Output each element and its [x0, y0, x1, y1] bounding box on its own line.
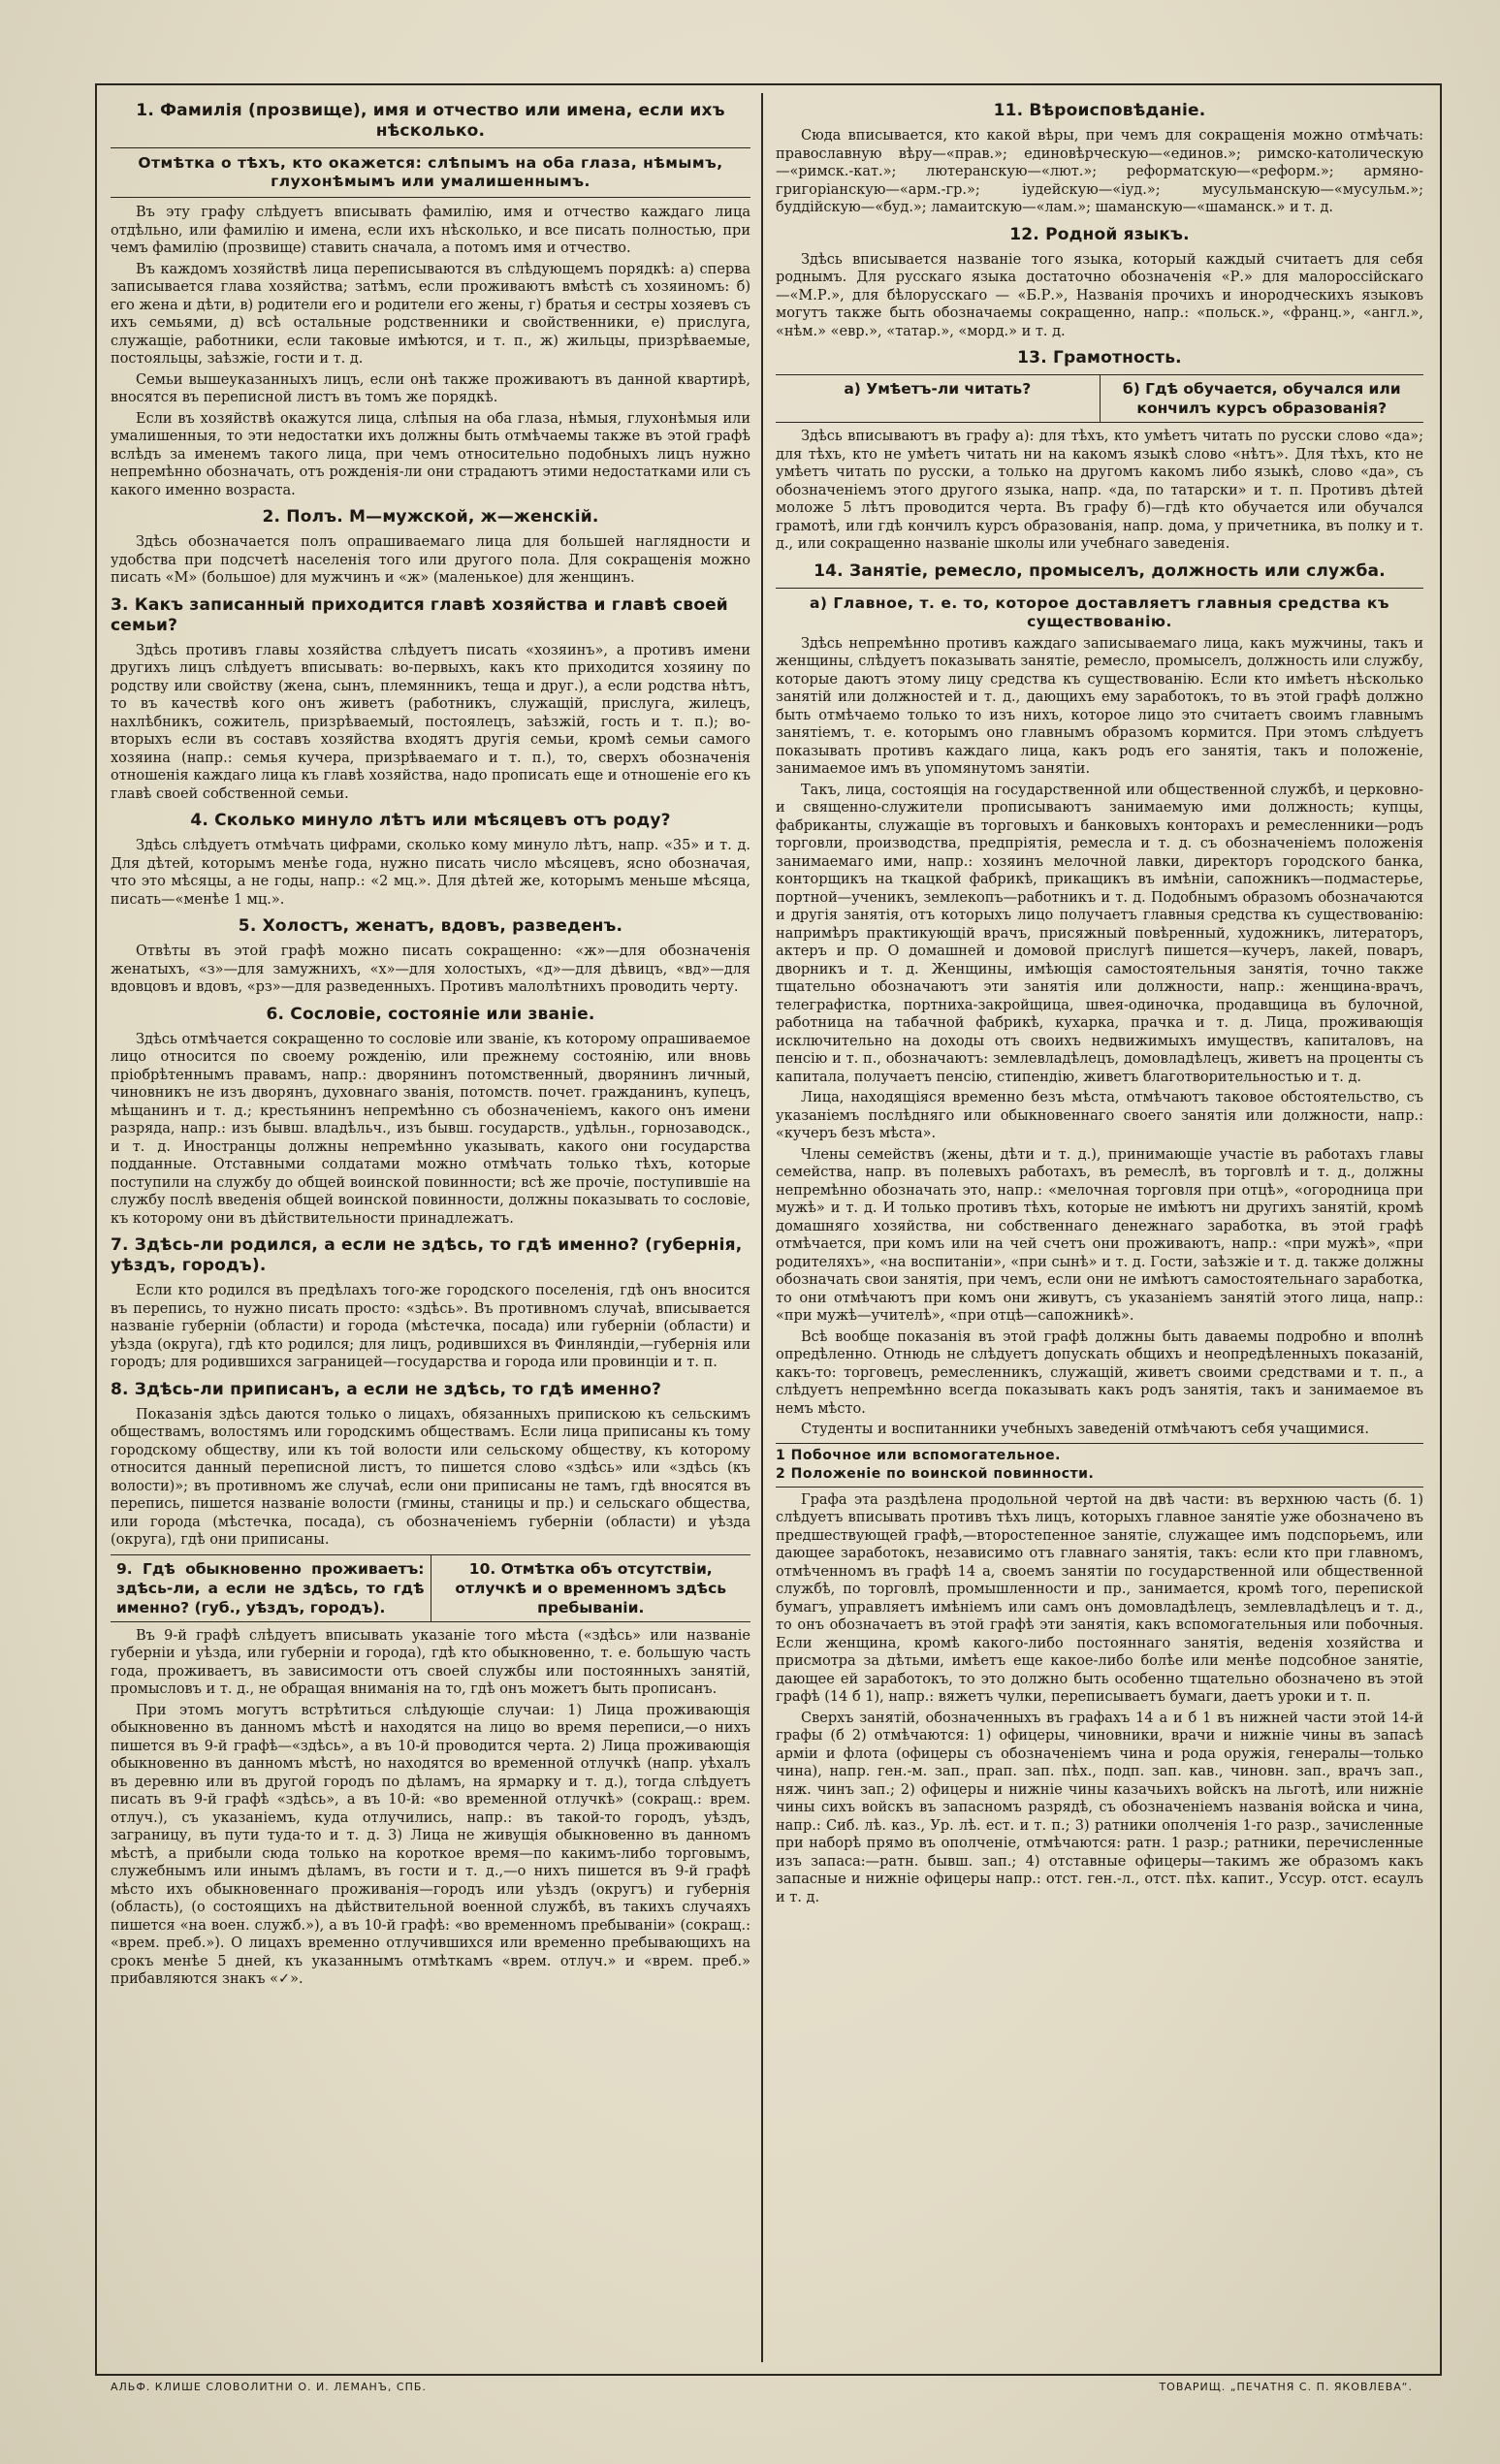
- paragraph: Здѣсь отмѣчается сокращенно то сословіе или званіе, къ которому опрашиваемое лицо относится по своему рожденію, или прежнему состоянію, или вновь пріобрѣтеннымъ правамъ, напр.: дворянинъ потомственный, дворянинъ личный, чиновникъ не изъ дворянъ, духовнаго званія, потомств. почет. гражданинъ, купецъ, мѣщанинъ и т. д.; крестьянинъ непремѣнно съ обозначеніемъ, какого онъ имени разряда, напр.: изъ бывш. владѣльч., изъ бывш. государств., удѣльн., горнозаводск., и т. д. Иностранцы должны непремѣнно указывать, какого они государства подданные. Отставными солдатами можно отмѣчать только тѣхъ, которые поступили на службу до общей воинской повинности; всѣ же прочіе, поступившіе на службу послѣ введенія общей воинской повинности, должны показывать то сословіе, къ которому они въ дѣйствительности принадлежатъ.: [111, 1031, 750, 1227]
- paragraph: Студенты и воспитанники учебныхъ заведеній отмѣчаютъ себя учащимися.: [801, 1422, 1370, 1437]
- right-column: [776, 93, 1423, 2352]
- section-12-title: 12. Родной языкъ.: [1009, 224, 1190, 244]
- rule: [111, 147, 750, 148]
- paragraph: Семьи вышеуказанныхъ лицъ, если онѣ также проживаютъ въ данной квартирѣ, вносятся въ переписной листъ въ томъ же порядкѣ.: [111, 371, 750, 405]
- section-10-title: 10. Отмѣтка объ отсутствіи, отлучкѣ и о временномъ здѣсь пребываніи.: [431, 1555, 751, 1621]
- paragraph: Здѣсь непремѣнно противъ каждаго записываемаго лица, какъ мужчины, такъ и женщины, слѣдуетъ показывать занятіе, ремесло, промыселъ, должность или службу, которые даютъ этому лицу средства къ существованію. Если кто имѣетъ нѣсколько занятій или должностей и т. д., дающихъ ему заработокъ, то въ этой графѣ должно быть отмѣчаемо только то изъ нихъ, которое лицо это считаетъ своимъ главнымъ занятіемъ, т. е. которымъ оно главнымъ образомъ кормится. При этомъ слѣдуетъ показывать противъ каждаго лица, какъ родъ его занятія, такъ и положеніе, занимаемое имъ въ упомянутомъ занятіи.: [776, 635, 1423, 777]
- paragraph: Здѣсь слѣдуетъ отмѣчать цифрами, сколько кому минуло лѣтъ, напр. «35» и т. д. Для дѣтей, которымъ менѣе года, нужно писать число мѣсяцевъ, ясно обозначая, что это мѣсяцы, а не годы, напр.: «2 мц.». Для дѣтей же, которымъ меньше мѣсяца, писать—«менѣе 1 мц.».: [111, 838, 750, 908]
- section-1-title: 1. Фамилія (прозвище), имя и отчество или имена, если ихъ нѣсколько.: [136, 101, 725, 141]
- sections-9-10-header: [111, 1554, 750, 1622]
- paragraph: При этомъ могутъ встрѣтиться слѣдующіе случаи: 1) Лица проживающія обыкновенно въ данномъ мѣстѣ и находятся на лицо во время переписи,—о нихъ пишется въ 9-й графѣ—«здѣсь», а въ 10-й проводится черта. 2) Лица проживающія обыкновенно въ данномъ мѣстѣ, но находятся во временной отлучкѣ (напр. уѣхалъ въ деревню или въ другой городъ по дѣламъ, на ярмарку и т. д.), тогда слѣдуетъ писать въ 9-й графѣ «здѣсь», а въ 10-й: «во временной отлучкѣ» (сокращ.: врем. отлуч.), съ указаніемъ, куда отлучились, напр.: въ такой-то городъ, уѣздъ, заграницу, въ пути туда-то и т. д. 3) Лица не живущія обыкновенно въ данномъ мѣстѣ, а прибыли сюда только на короткое время—по какимъ-либо торговымъ, служебнымъ или инымъ дѣламъ, въ гости и т. д.,—о нихъ пишется въ 9-й графѣ мѣсто ихъ обыкновеннаго проживанія—городъ или уѣздъ (округъ) и губернія (область), (о состоящихъ на дѣйствительной военной службѣ, въ такихъ случаяхъ пишется «на воен. служб.»), а въ 10-й графѣ: «во временномъ пребываніи» (сокращ.: «врем. преб.»). О лицахъ временно отлучившихся или временно пребывающихъ на срокъ менѣе 5 дней, къ указаннымъ отмѣткамъ «врем. отлуч.» и «врем. преб.» прибавляются знакъ «✓».: [111, 1702, 750, 1987]
- section-8-title: 8. Здѣсь-ли приписанъ, а если не здѣсь, то гдѣ именно?: [111, 1379, 662, 1399]
- rule: [776, 588, 1423, 589]
- footer-printer-right: ТОВАРИЩ. „ПЕЧАТНЯ С. П. ЯКОВЛЕВА“.: [1159, 2381, 1413, 2393]
- section-4-title: 4. Сколько минуло лѣтъ или мѣсяцевъ отъ роду?: [190, 811, 671, 830]
- section-13-subheads: [776, 374, 1423, 423]
- section-11-title: 11. Вѣроисповѣданіе.: [993, 101, 1206, 120]
- paragraph: Сюда вписывается, кто какой вѣры, при чемъ для сокращенія можно отмѣчать: православную вѣру—«прав.»; единовѣрческую—«единов.»; римско-католическую—«римск.-кат.»; лютеранскую—«лют.»; реформатскую—«реформ.»; армяно-григоріанскую—«арм.-гр.»; іудейскую—«іуд.»; мусульманскую—«мусульм.»; буддійскую—«буд.»; ламаитскую—«лам.»; шаманскую—«шаманск.» и т. д.: [776, 128, 1423, 215]
- section-14b-labels: [776, 1443, 1423, 1488]
- paragraph: Здѣсь обозначается полъ опрашиваемаго лица для большей наглядности и удобства при подсчетѣ населенія того или другого пола. Для сокращенія можно писать «М» (большое) для мужчинъ и «ж» (маленькое) для женщинъ.: [111, 534, 750, 586]
- section-5-title: 5. Холостъ, женатъ, вдовъ, разведенъ.: [238, 916, 623, 936]
- paragraph: Сверхъ занятій, обозначенныхъ въ графахъ 14 а и б 1 въ нижней части этой 14-й графы (б 2) отмѣчаются: 1) офицеры, чиновники, врачи и нижніе чины въ запасѣ арміи и флота (офицеры съ обозначеніемъ чина и рода оружія, генералы—только чина), напр. ген.-м. зап., прап. зап. пѣх., подп. зап. кав., чиновн. зап., врачъ зап., няж. чинъ зап.; 2) офицеры и нижніе чины казачьихъ войскъ на льготѣ, или нижніе чины сихъ войскъ въ запасномъ разрядѣ, съ обозначеніемъ названія войска и чина, напр.: Сиб. лѣ. каз., Ур. лѣ. ест. и т. п.; 3) ратники ополченія 1-го разр., зачисленные при наборѣ прямо въ ополченіе, отмѣчаются: ратн. 1 разр.; ратники, перечисленные изъ запаса:—ратн. бывш. зап.; 4) отставные офицеры—такимъ же образомъ какъ запасные и нижніе офицеры напр.: отст. ген.-л., отст. пѣх. капит., Уссур. отст. есаулъ и т. д.: [776, 1710, 1423, 1905]
- paragraph: Здѣсь противъ главы хозяйства слѣдуетъ писать «хозяинъ», а противъ имени другихъ лицъ слѣдуетъ вписывать: во-первыхъ, какъ кто приходится хозяину по родству или свойству (жена, сынъ, племянникъ, теща и друг.), а если родства нѣтъ, то въ качествѣ кого онъ живетъ (работникъ, служащій, прислуга, жилецъ, нахлѣбникъ, сожитель, призрѣваемый, постоялецъ, заѣзжій, гость и т. п.); во-вторыхъ если въ составъ хозяйства входятъ другія семьи, кромѣ семьи самого хозяина (напр.: семья кучера, призрѣваемаго и т. п.), то, сверхъ обозначенія отношенія каждаго лица къ главѣ хозяйства, надо прописать еще и отношеніе его къ главѣ своей собственной семьи.: [111, 642, 750, 802]
- left-column: [111, 93, 750, 2352]
- section-13a: а) Умѣетъ-ли читать?: [844, 380, 1032, 398]
- paragraph: Графа эта раздѣлена продольной чертой на двѣ части: въ верхнюю часть (б. 1) слѣдуетъ вписывать противъ тѣхъ лицъ, которыхъ главное занятіе уже обозначено въ предшествующей графѣ,—второстепенное занятіе, служащее имъ подспорьемъ, или дающее заработокъ, независимо отъ главнаго занятія, такъ: если кто при главномъ, отмѣченномъ въ графѣ 14 а, своемъ занятіи по государственной или общественной службѣ, по торговлѣ, промышленности и пр., занимается, кромѣ того, перепиской бумагъ, управляетъ имѣніемъ или самъ онъ домовладѣлецъ, землевладѣлецъ и т. д., то онъ обозначаетъ въ этой графѣ эти занятія, какъ вспомогательныя или побочныя. Если женщина, кромѣ какого-либо постояннаго занятія, веденія хозяйства и присмотра за дѣтьми, имѣетъ еще какое-либо болѣе или менѣе подсобное занятіе, дающее ей заработокъ, то это должно быть особенно тщательно обозначено въ этой графѣ (14 б 1), напр.: вяжетъ чулки, переписываетъ бумаги, даетъ уроки и т. п.: [776, 1491, 1423, 1705]
- paragraph: Если кто родился въ предѣлахъ того-же городского поселенія, гдѣ онъ вносится въ перепись, то нужно писать просто: «здѣсь». Въ противномъ случаѣ, вписывается названіе губерніи (области) и города (мѣстечка, посада) или губерніи (области) и уѣзда (округа), гдѣ кто родился; для лицъ, родившихся въ Финляндіи,—губернія или городъ; для родившихся заграницей—государства и города или провинціи и т. п.: [111, 1283, 750, 1370]
- section-3-title: 3. Какъ записанный приходится главѣ хозяйства и главѣ своей семьи?: [111, 594, 728, 635]
- paragraph: Такъ, лица, состоящія на государственной или общественной службѣ, и церковно-и священно-служители прописываютъ занимаемую ими должность; купцы, фабриканты, служащіе въ торговыхъ и банковыхъ конторахъ и ремесленники—родъ торговли, производства, предпріятія, ремесла и т. д. съ обозначеніемъ положенія занимаемаго ими, напр.: хозяинъ мелочной лавки, директоръ городского банка, конторщикъ на ткацкой фабрикѣ, прикащикъ въ имѣніи, сапожникъ—подмастерье, портной—ученикъ, землекопъ—работникъ и т. д. Подобнымъ образомъ обозначаются и другія занятія, отъ которыхъ лицо получаетъ главныя средства къ существованію: напримѣръ практикующій врачъ, присяжный повѣренный, художникъ, литераторъ, актеръ и пр. О домашней и домовой прислугѣ пишется—кучеръ, лакей, поваръ, дворникъ и т. д. Женщины, имѣющія самостоятельныя занятія, точно также тщательно обозначаютъ эти занятія или должности, напр.: женщина-врачъ, телеграфистка, портниха-закройщица, швея-одиночка, продавщица въ булочной, работница на табачной фабрикѣ, кухарка, прачка и т. д. Лица, проживающія исключительно на доходы отъ своихъ недвижимыхъ имуществъ, капиталовъ, на пенсію и т. п., обозначаютъ: землевладѣлецъ, домовладѣлецъ, живетъ на проценты съ капитала, получаетъ пенсію, стипендію, живетъ благотворительностью и т. д.: [776, 782, 1423, 1085]
- section-6-title: 6. Сословіе, состояніе или званіе.: [266, 1004, 595, 1024]
- section-1-note: Отмѣтка о тѣхъ, кто окажется: слѣпымъ на оба глаза, нѣмымъ, глухонѣмымъ или умалишеннымъ.: [138, 154, 723, 190]
- column-divider: [761, 93, 763, 2362]
- paragraph: Въ эту графу слѣдуетъ вписывать фамилію, имя и отчество каждаго лица отдѣльно, или фамилію и имена, если ихъ нѣсколько, и все писать полностью, при чемъ фамилію (прозвище) ставить сначала, а потомъ имя и отчество.: [111, 205, 750, 256]
- section-7-title: 7. Здѣсь-ли родился, а если не здѣсь, то гдѣ именно? (губернія, уѣздъ, городъ).: [111, 1235, 743, 1275]
- paragraph: Показанія здѣсь даются только о лицахъ, обязанныхъ припискою къ сельскимъ обществамъ, волостямъ или городскимъ обществамъ. Если лица приписаны къ тому городскому обществу, или къ той волости или сельскому обществу, къ которому относится данный переписной листъ, то пишется слово «здѣсь» или «здѣсь (къ волости)»; въ противномъ же случаѣ, если они приписаны не тамъ, гдѣ вносятся въ перепись, пишется названіе волости (гмины, станицы и пр.) и сельскаго общества, или города (мѣстечка, посада), съ обозначеніемъ губерніи (области) и уѣзда (округа), гдѣ они приписаны.: [111, 1406, 750, 1548]
- paragraph: Здѣсь вписывается названіе того языка, который каждый считаетъ для себя роднымъ. Для русскаго языка достаточно обозначенія «Р.» для малороссійскаго—«М.Р.», для бѣлорусскаго — «Б.Р.», Названія прочихъ и инородческихъ языковъ могутъ также быть обозначаемы сокращенно, напр.: «польск.», «франц.», «англ.», «нѣм.» «евр.», «татар.», «морд.» и т. д.: [776, 251, 1423, 339]
- section-9-title: 9. Гдѣ обыкновенно проживаетъ: здѣсь-ли, а если не здѣсь, то гдѣ именно? (губ., уѣздъ, городъ).: [116, 1559, 425, 1616]
- paragraph: Лица, находящіяся временно безъ мѣста, отмѣчаютъ таковое обстоятельство, съ указаніемъ послѣдняго или обыкновеннаго своего занятія или должности, напр.: «кучеръ безъ мѣста».: [776, 1090, 1423, 1141]
- section-14a-subhead: а) Главное, т. е. то, которое доставляетъ главныя средства къ существованію.: [809, 593, 1390, 630]
- section-2-title: 2. Полъ. М—мужской, ж—женскій.: [262, 507, 599, 527]
- footer-printer-left: АЛЬФ. КЛИШЕ СЛОВОЛИТНИ О. И. ЛЕМАНЪ, СПБ.: [111, 2381, 427, 2393]
- paragraph: Всѣ вообще показанія въ этой графѣ должны быть даваемы подробно и вполнѣ опредѣленно. Отнюдь не слѣдуетъ допускать общихъ и неопредѣленныхъ показаній, какъ-то: торговецъ, ремесленникъ, служащій, живетъ своими средствами и т. п., а слѣдуетъ непремѣнно всегда показывать какъ родъ занятія, такъ и занимаемое въ немъ мѣсто.: [776, 1328, 1423, 1417]
- section-13b: б) Гдѣ обучается, обучался или кончилъ курсъ образованія?: [1100, 375, 1424, 422]
- section-13-title: 13. Грамотность.: [1017, 348, 1182, 368]
- rule: [111, 197, 750, 198]
- section-14b2: 2 Положеніе по воинской повинности.: [776, 1465, 1095, 1482]
- paragraph: Отвѣты въ этой графѣ можно писать сокращенно: «ж»—для обозначенія женатыхъ, «з»—для замужнихъ, «х»—для холостыхъ, «д»—для дѣвицъ, «вд»—для вдовцовъ и вдовъ, «рз»—для разведенныхъ. Противъ малолѣтнихъ проводить черту.: [111, 944, 750, 995]
- paragraph: Если въ хозяйствѣ окажутся лица, слѣпыя на оба глаза, нѣмыя, глухонѣмыя или умалишенныя, то эти недостатки ихъ должны быть отмѣчаемы также въ этой графѣ вслѣдъ за именемъ такого лица, при чемъ относительно подобныхъ лицъ нужно непремѣнно обозначать, отъ рожденія-ли они страдаютъ этими недостатками или съ какого именно возраста.: [111, 410, 750, 498]
- paragraph: Въ каждомъ хозяйствѣ лица переписываются въ слѣдующемъ порядкѣ: а) сперва записывается глава хозяйства; затѣмъ, если проживаютъ вмѣстѣ съ хозяиномъ: б) его жена и дѣти, в) родители его и родители его жены, г) братья и сестры хозяевъ съ ихъ семьями, д) всѣ остальные родственники и свойственники, е) прислуга, служащіе, работники, если таковые имѣются, и т. п., ж) жильцы, призрѣваемые, постояльцы, заѣзжіе, гости и т. д.: [111, 261, 750, 367]
- section-14b1: 1 Побочное или вспомогательное.: [776, 1447, 1061, 1463]
- paragraph: Въ 9-й графѣ слѣдуетъ вписывать указаніе того мѣста («здѣсь» или названіе губерніи и уѣзда, или губерніи и города), гдѣ кто обыкновенно, т. е. большую часть года, проживаетъ, въ зависимости отъ своей службы или постоянныхъ занятій, промысловъ и т. д., не обращая вниманія на то, гдѣ онъ можетъ быть прописанъ.: [111, 1627, 750, 1697]
- paragraph: Здѣсь вписываютъ въ графу а): для тѣхъ, кто умѣетъ читать по русски слово «да»; для тѣхъ, кто не умѣетъ читать ни на какомъ языкѣ слово «нѣтъ». Для тѣхъ, кто не умѣетъ читать по русски, а только на другомъ какомъ либо языкѣ, слово «да», съ обозначеніемъ этого другого языка, напр. «да, по татарски» и т. п. Противъ дѣтей моложе 5 лѣтъ проводится черта. Въ графу б)—гдѣ кто обучается или обучался грамотѣ, или гдѣ кончилъ курсъ образованія, напр. дома, у причетника, въ полку и т. д., или сокращенно названіе школы или учебнаго заведенія.: [776, 429, 1423, 552]
- paragraph: Члены семействъ (жены, дѣти и т. д.), принимающіе участіе въ работахъ главы семейства, напр. въ полевыхъ работахъ, въ ремеслѣ, въ торговлѣ и т. д., должны непремѣнно обозначать это, напр.: «мелочная торговля при отцѣ», «огородница при мужѣ» и т. д. И только противъ тѣхъ, которые не имѣютъ ни другихъ занятій, кромѣ домашняго хозяйства, ни собственнаго денежнаго заработка, въ этой графѣ отмѣчается, при комъ или на чей счетъ они проживаютъ, напр.: «при мужѣ», «при родителяхъ», «на воспитаніи», «при сынѣ» и т. д. Гости, заѣзжіе и т. д. также должны обозначать свои занятія, при чемъ, если они не имѣютъ самостоятельнаго заработка, то они отмѣчаютъ при комъ они живутъ, съ указаніемъ занятій этого лица, напр.: «при мужѣ—учителѣ», «при отцѣ—сапожникѣ».: [776, 1146, 1423, 1324]
- section-14-title: 14. Занятіе, ремесло, промыселъ, должность или служба.: [814, 560, 1386, 581]
